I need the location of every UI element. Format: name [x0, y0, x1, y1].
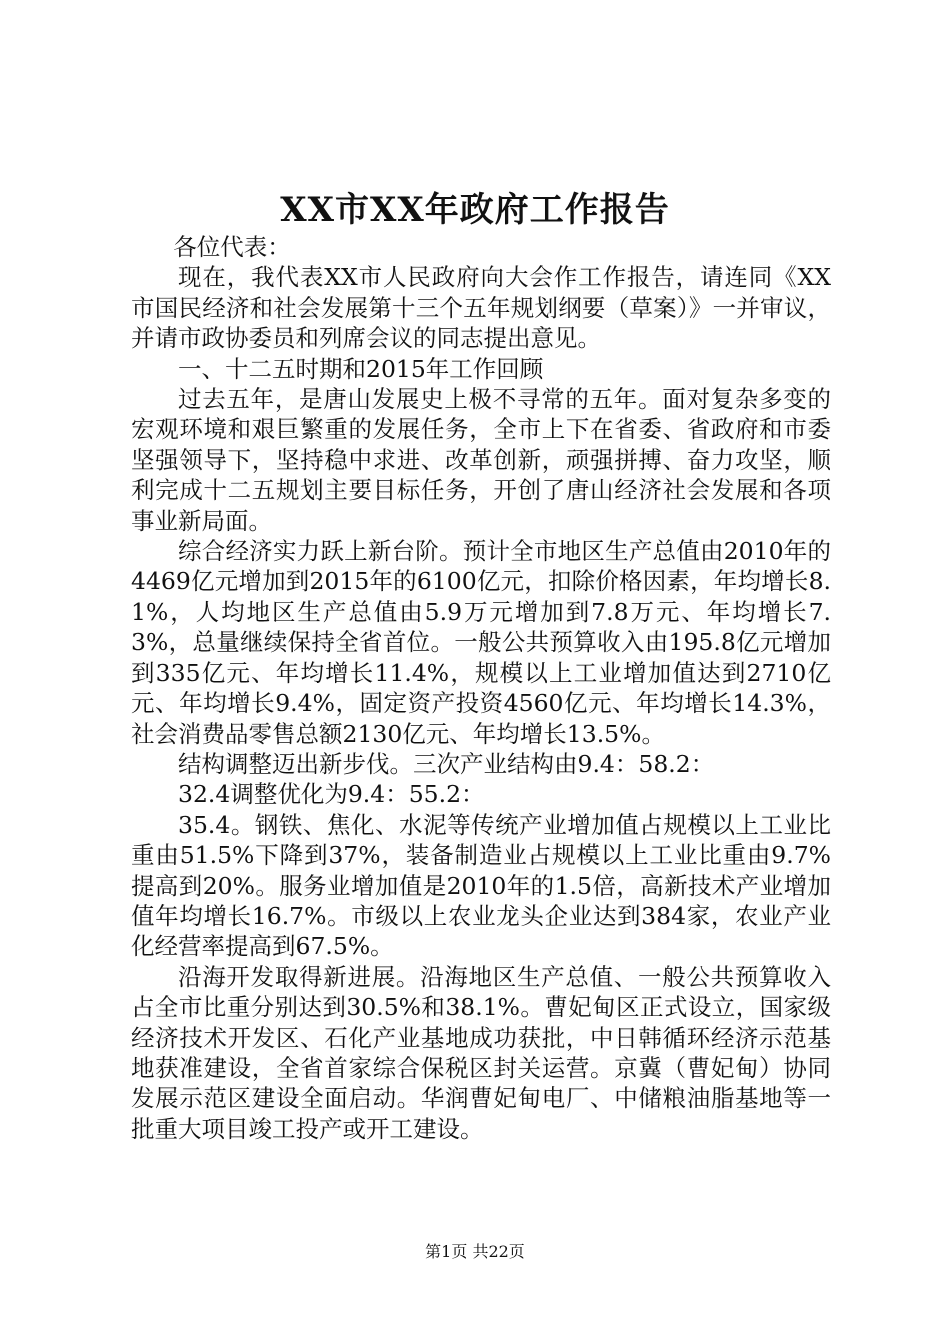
- opening-paragraph: 现在，我代表XX市人民政府向大会作工作报告，请连同《XX市国民经济和社会发展第十三个五年规划纲要（草案）》一并审议，并请市政协委员和列席会议的同志提出意见。: [131, 263, 831, 353]
- document-title: XX市XX年政府工作报告: [280, 190, 670, 230]
- coastal-paragraph: 沿海开发取得新进展。沿海地区生产总值、一般公共预算收入占全市比重分别达到30.5%和38.1%。曹妃甸区正式设立，国家级经济技术开发区、石化产业基地成功获批，中日韩循环经济示范基地获准建设，全省首家综合保税区封关运营。京冀（曹妃甸）协同发展示范区建设全面启动。华润曹妃甸电厂、中储粮油脂基地等一批重大项目竣工投产或开工建设。: [131, 962, 831, 1143]
- salutation-paragraph: 各位代表：: [173, 233, 291, 261]
- industry-paragraph: 35.4。钢铁、焦化、水泥等传统产业增加值占规模以上工业比重由51.5%下降到37%，装备制造业占规模以上工业比重由9.7%提高到20%。服务业增加值是2010年的1.5倍，高新技术产业增加值年均增长16.7%。市级以上农业龙头企业达到384家，农业产业化经营率提高到67.5%。: [131, 810, 831, 961]
- section-heading: 一、十二五时期和2015年工作回顾: [178, 354, 544, 383]
- document-body: [131, 232, 831, 1144]
- structure-paragraph: 结构调整迈出新步伐。三次产业结构由9.4：58.2：: [178, 749, 715, 778]
- structure-continuation-paragraph: 32.4调整优化为9.4：55.2：: [178, 780, 485, 809]
- economy-paragraph: 综合经济实力跃上新台阶。预计全市地区生产总值由2010年的4469亿元增加到2015年的6100亿元，扣除价格因素，年均增长8.1%，人均地区生产总值由5.9万元增加到7.8万元、年均增长7.3%，总量继续保持全省首位。一般公共预算收入由195.8亿元增加到335亿元、年均增长11.4%，规模以上工业增加值达到2710亿元、年均增长9.4%，固定资产投资4560亿元、年均增长14.3%，社会消费品零售总额2130亿元、年均增长13.5%。: [131, 537, 831, 748]
- page-indicator: 第1页 共22页: [425, 1242, 525, 1261]
- review-paragraph: 过去五年，是唐山发展史上极不寻常的五年。面对复杂多变的宏观环境和艰巨繁重的发展任务，全市上下在省委、省政府和市委坚强领导下，坚持稳中求进、改革创新，顽强拼搏、奋力攻坚，顺利完成十二五规划主要目标任务，开创了唐山经济社会发展和各项事业新局面。: [131, 385, 831, 535]
